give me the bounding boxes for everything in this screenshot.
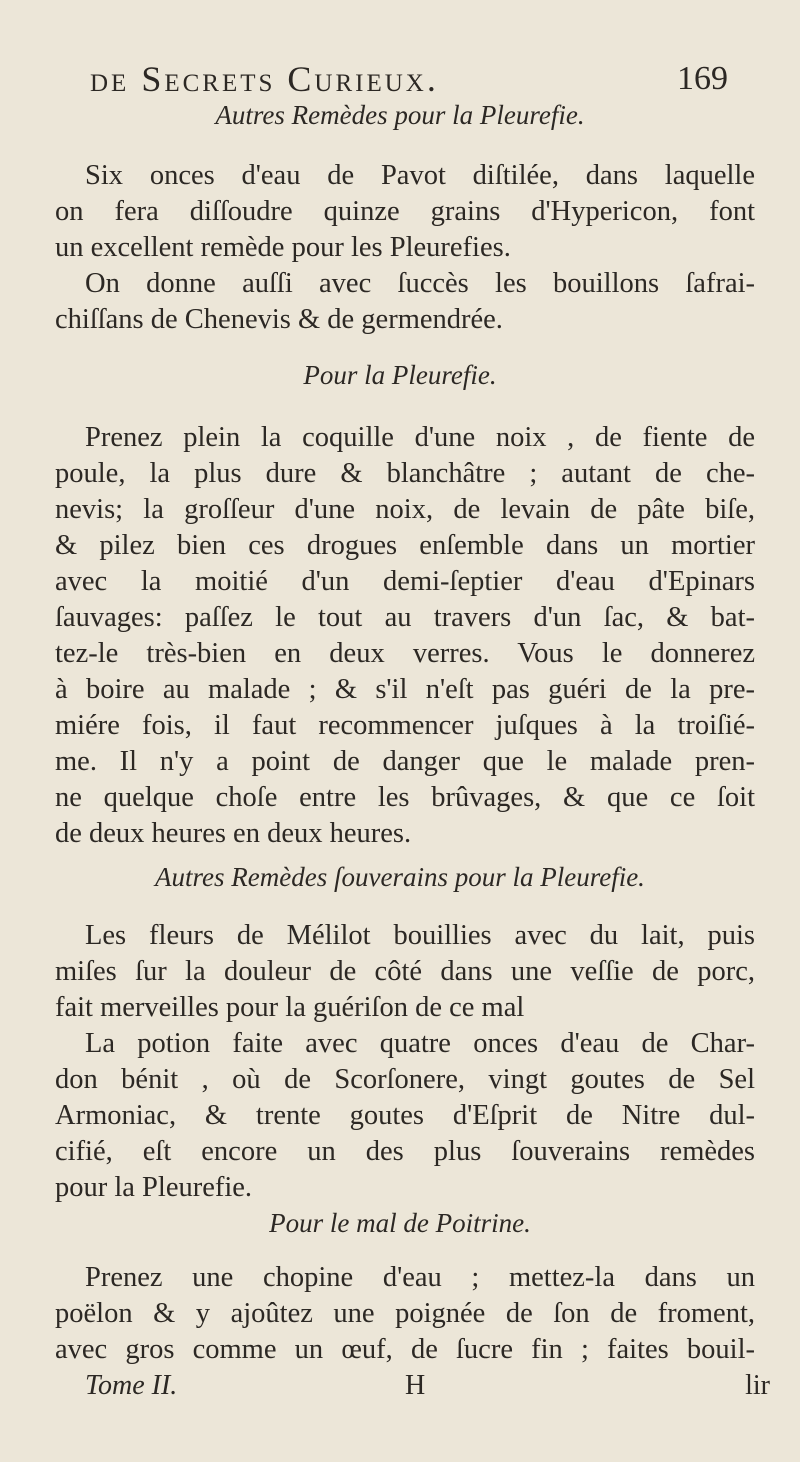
text-line: Prenez une chopine d'eau ; mettez-la dans un <box>85 1262 755 1293</box>
section-heading-4: Pour le mal de Poitrine. <box>269 1208 531 1238</box>
text-line: Armoniac, & trente goutes d'Eſprit de Nitre dul- <box>55 1100 755 1131</box>
text-line: un excellent remède pour les Pleurefies. <box>55 232 511 263</box>
text-line: à boire au malade ; & s'il n'eſt pas guéri de la pre- <box>55 674 755 705</box>
text-line: avec gros comme un œuf, de ſucre fin ; faites bouil- <box>55 1334 755 1365</box>
text-line: miére fois, il faut recommencer juſques à la troiſié- <box>55 710 755 741</box>
text-line: On donne auſſi avec ſuccès les bouillons ſafrai- <box>85 268 755 299</box>
paragraph-1-2 <box>55 266 755 338</box>
text-line: don bénit , où de Scorſonere, vingt goutes de Sel <box>55 1064 755 1095</box>
text-line: on fera diſſoudre quinze grains d'Hypericon, font <box>55 196 755 227</box>
paragraph-4-1 <box>55 1260 755 1368</box>
paragraph-2-1 <box>55 420 755 852</box>
page-number: 169 <box>677 60 728 97</box>
text-line: me. Il n'y a point de danger que le malade pren- <box>55 746 755 777</box>
text-line: Six onces d'eau de Pavot diſtilée, dans laquelle <box>85 160 755 191</box>
volume-label: Tome II. <box>85 1370 178 1401</box>
section-heading-1: Autres Remèdes pour la Pleurefie. <box>215 100 585 130</box>
text-line: miſes ſur la douleur de côté dans une veſſie de porc, <box>55 956 755 987</box>
paragraph-1-1 <box>55 158 755 266</box>
text-line: & pilez bien ces drogues enſemble dans un mortier <box>55 530 755 561</box>
text-line: La potion faite avec quatre onces d'eau de Char- <box>85 1028 755 1059</box>
signature-mark: H <box>405 1370 426 1401</box>
text-line: de deux heures en deux heures. <box>55 818 412 849</box>
text-line: ne quelque choſe entre les brûvages, & que ce ſoit <box>55 782 755 813</box>
text-line: pour la Pleurefie. <box>55 1172 253 1203</box>
text-line: avec la moitié d'un demi-ſeptier d'eau d'Epinars <box>55 566 755 597</box>
paragraph-3-1 <box>55 918 755 1026</box>
text-line: Les fleurs de Mélilot bouillies avec du lait, puis <box>85 920 755 951</box>
paragraph-3-2 <box>55 1026 755 1206</box>
page-footer <box>85 1370 800 1410</box>
text-line: fait merveilles pour la guériſon de ce mal <box>55 992 525 1023</box>
text-line: ſauvages: paſſez le tout au travers d'un ſac, & bat- <box>55 602 755 633</box>
text-line: nevis; la groſſeur d'une noix, de levain de pâte biſe, <box>55 494 755 525</box>
text-line: chiſſans de Chenevis & de germendrée. <box>55 304 503 335</box>
running-head-title: de Secrets Curieux. <box>90 59 439 99</box>
text-line: tez-le très-bien en deux verres. Vous le donnerez <box>55 638 755 669</box>
catchword: lir <box>745 1370 770 1401</box>
section-heading-2: Pour la Pleurefie. <box>303 360 497 390</box>
text-line: poëlon & y ajoûtez une poignée de ſon de froment, <box>55 1298 755 1329</box>
running-head <box>90 58 728 104</box>
text-line: Prenez plein la coquille d'une noix , de fiente de <box>85 422 755 453</box>
text-line: cifié, eſt encore un des plus ſouverains remèdes <box>55 1136 755 1167</box>
section-heading-3: Autres Remèdes ſouverains pour la Pleurefie. <box>155 862 645 892</box>
text-line: poule, la plus dure & blanchâtre ; autant de che- <box>55 458 755 489</box>
